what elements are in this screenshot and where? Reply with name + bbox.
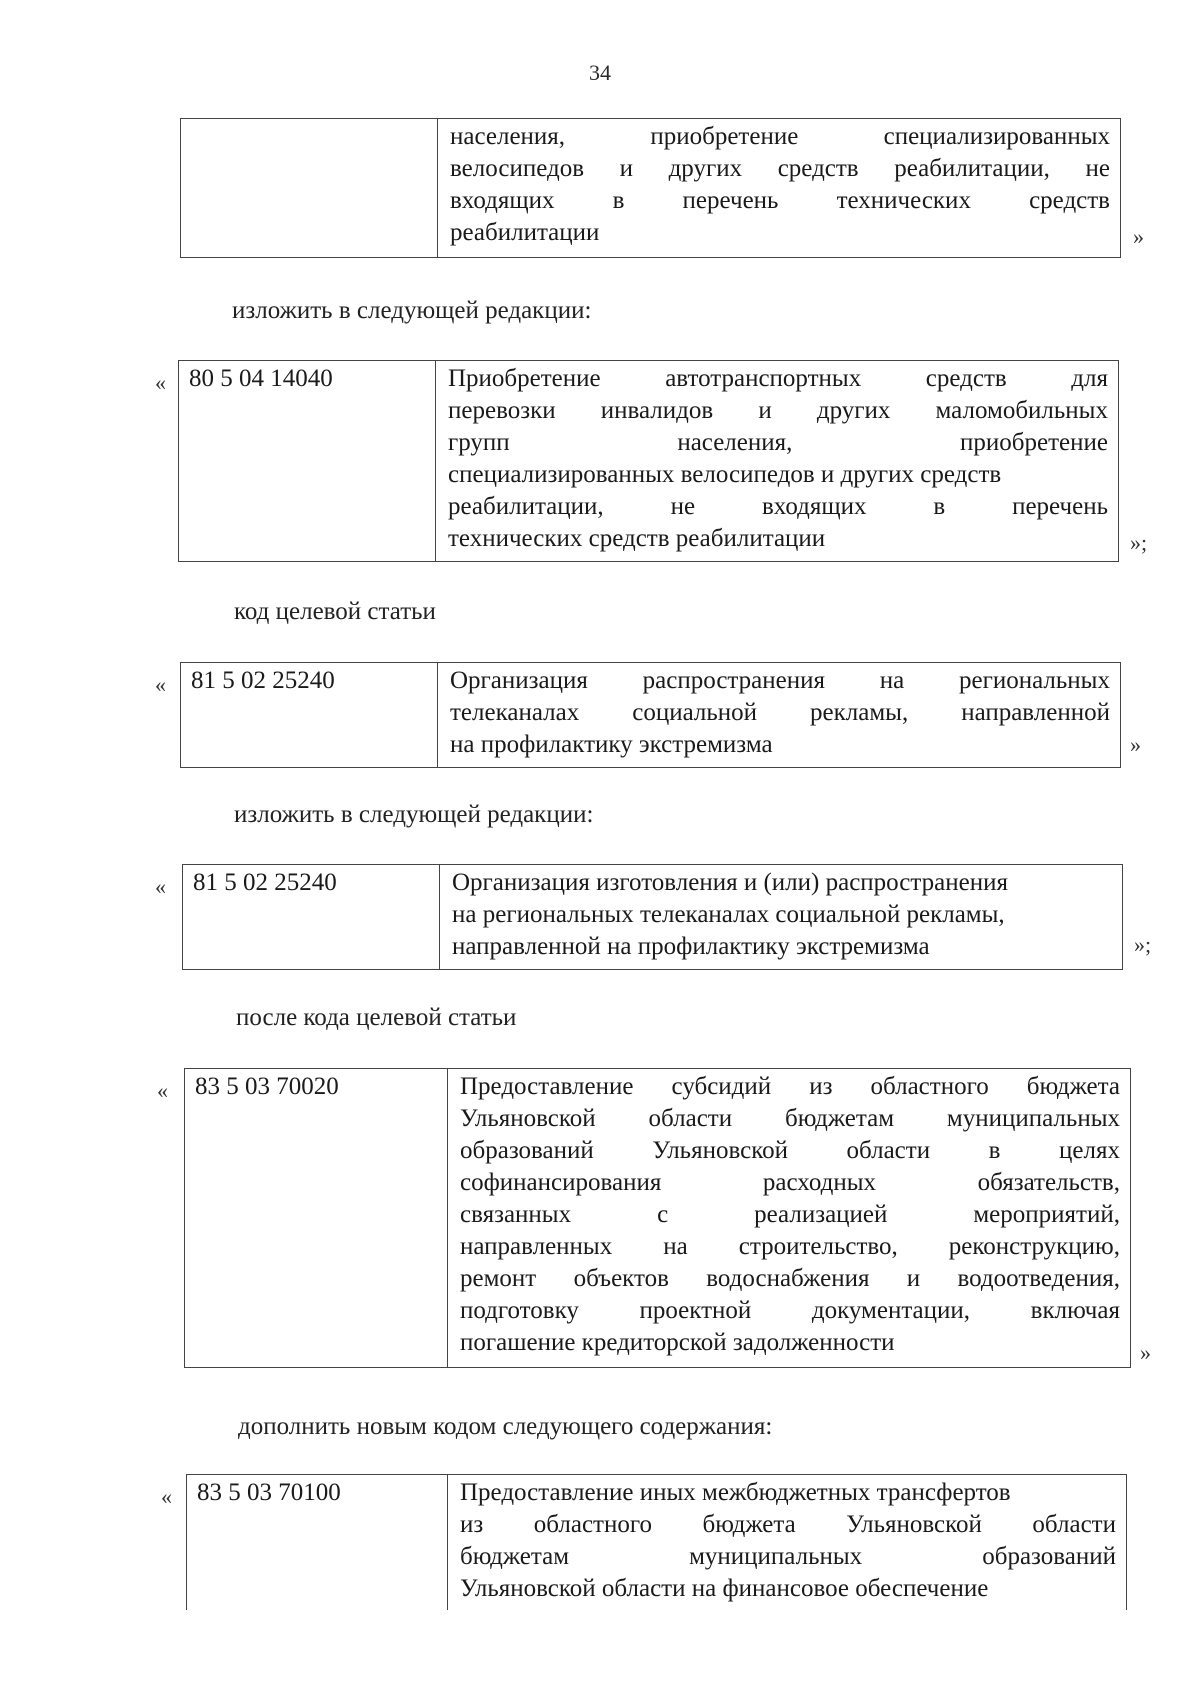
close-quote: » xyxy=(1130,732,1141,757)
table-row xyxy=(178,360,1119,562)
text-line xyxy=(448,427,1108,459)
word: маломобильных xyxy=(935,397,1108,424)
text-line xyxy=(450,665,1110,697)
word: перечень xyxy=(1012,493,1108,520)
table-row xyxy=(186,1474,1127,1610)
budget-code: 83 5 03 70020 xyxy=(195,1073,339,1100)
word: бюджетам xyxy=(784,1105,895,1132)
word: расходных xyxy=(762,1169,877,1196)
text-line: технических средств реабилитации xyxy=(448,525,826,552)
instruction-text: дополнить новым кодом следующего содержания: xyxy=(238,1413,773,1440)
word: велосипедов xyxy=(450,155,584,182)
word: подготовку xyxy=(460,1297,579,1324)
word: социальной xyxy=(632,699,758,726)
text-cell xyxy=(437,662,1121,768)
text-line xyxy=(460,1541,1116,1573)
text-line xyxy=(448,491,1108,523)
word: с xyxy=(657,1201,669,1228)
close-quote: »; xyxy=(1130,530,1148,555)
word: и xyxy=(619,155,633,182)
word: не xyxy=(1085,155,1110,182)
word: из xyxy=(460,1511,484,1538)
word: и xyxy=(758,397,772,424)
word: реабилитации, xyxy=(894,155,1050,182)
text-cell xyxy=(447,1068,1131,1368)
word: реализацией xyxy=(754,1201,888,1228)
code-cell xyxy=(182,864,439,970)
text-line xyxy=(460,1167,1120,1199)
word: перевозки xyxy=(448,397,556,424)
text-line: Ульяновской области на финансовое обеспечение xyxy=(460,1575,989,1602)
text-line xyxy=(460,1071,1120,1103)
word: входящих xyxy=(761,493,867,520)
code-cell xyxy=(180,662,437,768)
word: связанных xyxy=(460,1201,572,1228)
text-line xyxy=(450,185,1110,217)
word: направленной xyxy=(961,699,1110,726)
text-line xyxy=(460,1231,1120,1263)
text-line: направленной на профилактику экстремизма xyxy=(452,933,930,960)
word: образований xyxy=(460,1137,594,1164)
word: Ульяновской xyxy=(846,1511,982,1538)
word: в xyxy=(612,187,625,214)
word: для xyxy=(1071,365,1108,392)
text-line xyxy=(448,363,1108,395)
word: Ульяновской xyxy=(652,1137,788,1164)
word: софинансирования xyxy=(460,1169,662,1196)
word: из xyxy=(809,1073,833,1100)
text-line xyxy=(450,153,1110,185)
close-quote: » xyxy=(1133,224,1144,249)
word: образований xyxy=(982,1543,1116,1570)
text-line xyxy=(448,395,1108,427)
open-quote: « xyxy=(155,672,166,697)
word: реабилитации, xyxy=(448,493,604,520)
word: области xyxy=(846,1137,931,1164)
word: водоснабжения xyxy=(706,1265,870,1292)
text-line xyxy=(460,1295,1120,1327)
word: групп xyxy=(448,429,510,456)
word: направленных xyxy=(460,1233,613,1260)
word: входящих xyxy=(450,187,555,214)
word: автотранспортных xyxy=(665,365,862,392)
table-row xyxy=(182,864,1123,970)
word: телеканалах xyxy=(450,699,580,726)
word: региональных xyxy=(958,667,1110,694)
word: на xyxy=(663,1233,688,1260)
text-cell xyxy=(435,360,1119,562)
text-line xyxy=(450,121,1110,153)
word: населения, xyxy=(450,123,566,150)
instruction-text: изложить в следующей редакции: xyxy=(234,801,594,828)
budget-code: 81 5 02 25240 xyxy=(191,667,335,694)
word: включая xyxy=(1030,1297,1120,1324)
word: и xyxy=(906,1265,921,1292)
word: распространения xyxy=(642,667,825,694)
word: Предоставление xyxy=(460,1073,634,1100)
word: области xyxy=(648,1105,733,1132)
word: специализированных xyxy=(883,123,1110,150)
text-line: погашение кредиторской задолженности xyxy=(460,1329,895,1356)
close-quote: » xyxy=(1140,1340,1151,1365)
word: приобретение xyxy=(650,123,799,150)
word: объектов xyxy=(573,1265,669,1292)
word: мероприятий, xyxy=(973,1201,1120,1228)
text-line xyxy=(460,1103,1120,1135)
budget-code: 80 5 04 14040 xyxy=(189,365,333,392)
word: не xyxy=(670,493,696,520)
word: инвалидов xyxy=(600,397,714,424)
open-quote: « xyxy=(161,1484,172,1509)
word: областного xyxy=(870,1073,989,1100)
page-number: 34 xyxy=(589,60,611,85)
word: в xyxy=(933,493,946,520)
text-line: на профилактику экстремизма xyxy=(450,731,773,758)
open-quote: « xyxy=(155,370,166,395)
word: на xyxy=(879,667,905,694)
text-line: Организация изготовления и (или) распространения xyxy=(452,869,1008,896)
instruction-text: код целевой статьи xyxy=(234,598,436,625)
word: субсидий xyxy=(671,1073,772,1100)
word: документации, xyxy=(811,1297,971,1324)
word: ремонт xyxy=(460,1265,537,1292)
word: обязательств, xyxy=(977,1169,1120,1196)
word: средств xyxy=(777,155,859,182)
text-line: на региональных телеканалах социальной рекламы, xyxy=(452,901,1005,928)
word: средств xyxy=(1029,187,1110,214)
text-line xyxy=(460,1199,1120,1231)
word: средств xyxy=(925,365,1007,392)
word: других xyxy=(816,397,891,424)
word: в xyxy=(988,1137,1001,1164)
word: областного xyxy=(533,1511,652,1538)
word: Организация xyxy=(450,667,588,694)
instruction-text: после кода целевой статьи xyxy=(236,1004,517,1031)
text-cell xyxy=(437,118,1121,258)
word: муниципальных xyxy=(689,1543,863,1570)
word: населения, xyxy=(677,429,793,456)
word: строительство, xyxy=(738,1233,898,1260)
close-quote: »; xyxy=(1134,932,1152,957)
instruction-text: изложить в следующей редакции: xyxy=(232,297,592,324)
word: рекламы, xyxy=(810,699,909,726)
code-cell xyxy=(180,118,437,258)
table-row xyxy=(180,662,1121,768)
word: водоотведения, xyxy=(957,1265,1120,1292)
text-line: реабилитации xyxy=(450,219,600,246)
word: технических xyxy=(836,187,971,214)
text-cell xyxy=(439,864,1123,970)
word: Приобретение xyxy=(448,365,601,392)
budget-code: 81 5 02 25240 xyxy=(193,869,337,896)
text-line: специализированных велосипедов и других средств xyxy=(448,461,1002,488)
text-line xyxy=(460,1135,1120,1167)
word: Ульяновской xyxy=(460,1105,596,1132)
code-cell xyxy=(178,360,435,562)
word: бюджета xyxy=(702,1511,796,1538)
word: проектной xyxy=(639,1297,752,1324)
word: целях xyxy=(1059,1137,1120,1164)
budget-code: 83 5 03 70100 xyxy=(197,1479,341,1506)
text-line xyxy=(450,697,1110,729)
word: перечень xyxy=(682,187,779,214)
word: реконструкцию, xyxy=(948,1233,1120,1260)
text-line xyxy=(460,1509,1116,1541)
word: других xyxy=(668,155,743,182)
text-line xyxy=(460,1263,1120,1295)
code-cell xyxy=(186,1474,447,1610)
table-row xyxy=(184,1068,1131,1368)
word: муниципальных xyxy=(946,1105,1120,1132)
word: бюджета xyxy=(1026,1073,1120,1100)
text-cell xyxy=(447,1474,1127,1610)
word: приобретение xyxy=(960,429,1108,456)
word: бюджетам xyxy=(460,1543,570,1570)
table-row-fragment xyxy=(180,118,1121,258)
word: области xyxy=(1032,1511,1116,1538)
code-cell xyxy=(184,1068,447,1368)
open-quote: « xyxy=(157,1078,168,1103)
open-quote: « xyxy=(155,874,166,899)
text-line: Предоставление иных межбюджетных трансфертов xyxy=(460,1479,1011,1506)
